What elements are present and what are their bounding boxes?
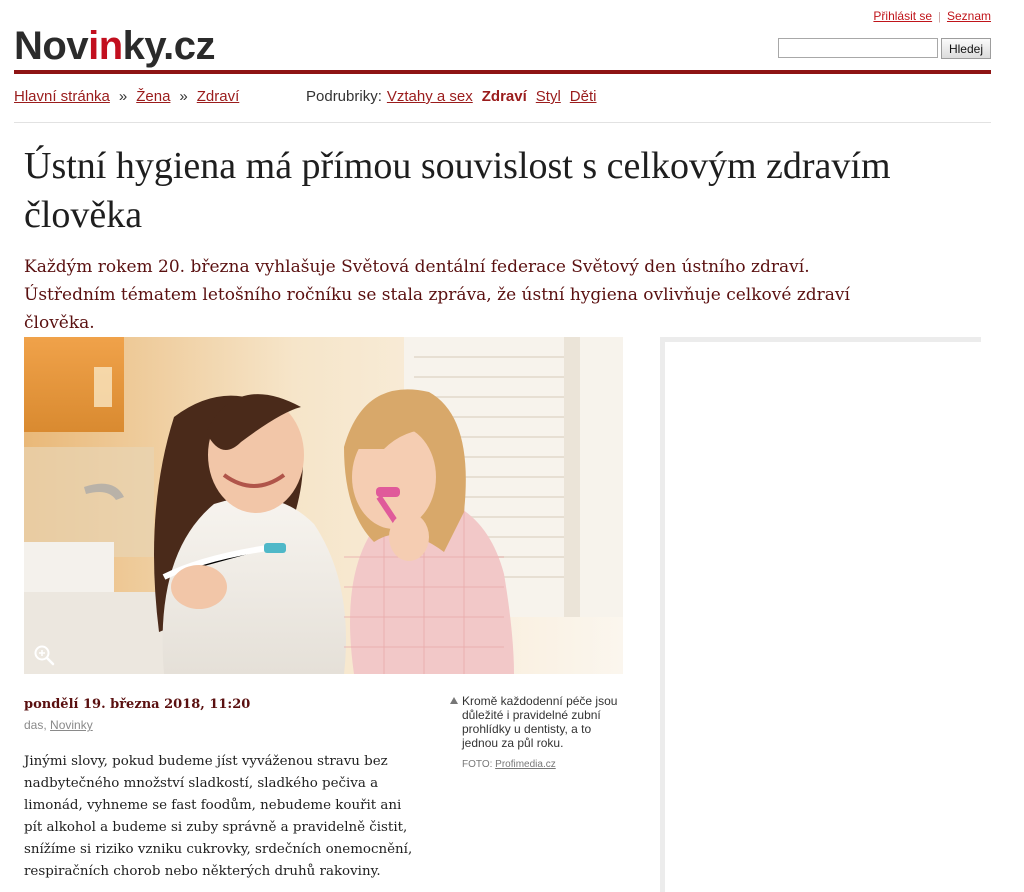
breadcrumb-home[interactable]: Hlavní stránka	[14, 88, 110, 105]
zoom-in-icon[interactable]	[33, 644, 55, 666]
login-link[interactable]: Přihlásit se	[873, 9, 933, 23]
logo-text-accent: in	[88, 24, 123, 68]
site-logo[interactable]	[14, 22, 215, 70]
author-link[interactable]: Novinky	[50, 718, 93, 732]
top-links-separator: |	[938, 11, 941, 23]
top-links	[873, 9, 991, 23]
seznam-link[interactable]: Seznam	[946, 9, 991, 23]
subrubrika-styl[interactable]: Styl	[535, 88, 561, 105]
subrubrika-zdravi-active[interactable]: Zdraví	[481, 88, 527, 105]
article-date: pondělí 19. března 2018, 11:20	[24, 697, 251, 712]
nav-divider	[14, 122, 991, 123]
subrubriky	[306, 88, 596, 105]
article-perex: Každým rokem 20. března vyhlašuje Světová dentální federace Světový den ústního zdraví. Ústředním tématem letošního ročníku se stala zpráva, že ústní hygiena ovlivňuje celkové zdraví člověka.	[24, 257, 850, 333]
search-input[interactable]	[778, 38, 938, 58]
article-body: Jinými slovy, pokud budeme jíst vyváženou stravu bez nadbytečného množství sladkostí, sladkého pečiva a limonád, vyhneme se fast foodům, nebudeme kouřit ani pít alkohol a budeme si zuby správně a pravidelně čistit, snížíme si riziko vzniku cukrovky, srdečních onemocnění, respiračních chorob nebo některých druhů rakoviny.	[24, 754, 413, 879]
subrubrika-vztahy[interactable]: Vztahy a sex	[386, 88, 473, 105]
article-photo[interactable]	[24, 337, 623, 674]
breadcrumb-separator: »	[118, 88, 128, 105]
photo-credit	[450, 758, 625, 772]
article-title: Ústní hygiena má přímou souvislost s celkovým zdravím člověka	[24, 145, 891, 236]
search-button[interactable]: Hledej	[941, 38, 991, 59]
logo-text-2: ky.cz	[122, 24, 216, 68]
photo-caption	[450, 694, 625, 772]
breadcrumb-separator: »	[179, 88, 188, 105]
breadcrumb	[14, 88, 239, 105]
article-author	[24, 718, 93, 732]
search-form	[778, 38, 991, 59]
subrubriky-label: Podrubriky:	[306, 88, 382, 105]
author-prefix: das,	[24, 718, 47, 732]
breadcrumb-zena[interactable]: Žena	[136, 88, 171, 105]
triangle-up-icon	[450, 697, 458, 704]
caption-text: Kromě každodenní péče jsou důležité i pravidelné zubní prohlídky u dentisty, a to jednou za půl roku.	[462, 694, 618, 750]
ad-box	[660, 337, 981, 892]
logo-text-1: Nov	[14, 24, 89, 68]
header-rule	[14, 70, 991, 74]
photo-credit-label: FOTO:	[462, 759, 493, 770]
photo-credit-link[interactable]: Profimedia.cz	[495, 759, 556, 770]
breadcrumb-zdravi[interactable]: Zdraví	[196, 88, 240, 105]
photo-illustration	[24, 337, 623, 674]
subrubrika-deti[interactable]: Děti	[569, 88, 597, 105]
